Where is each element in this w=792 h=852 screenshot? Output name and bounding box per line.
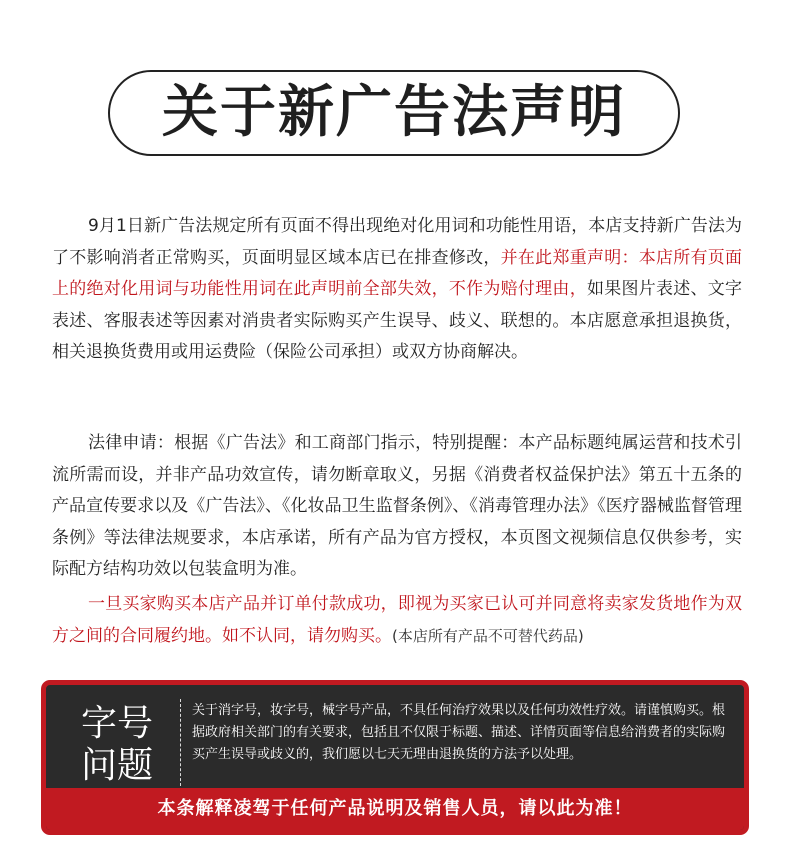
contract-highlight: 一旦买家购买本店产品并订单付款成功，即视为买家已认可并同意将卖家发货地作为双方之间的合同履约地。如不认同，请勿购买。	[52, 594, 742, 646]
notice-footer-banner: 本条解释凌驾于任何产品说明及销售人员，请以此为准！	[46, 788, 744, 830]
notice-body: 关于消字号，妆字号，械字号产品，不具任何治疗效果以及任何功效性疗效。请谨慎购买。根据政府相关部门的有关要求，包括且不仅限于标题、描述、详情页面等信息给消费者的实际购买产生误导或歧义的，我们愿以七天无理由退换货的方法予以处理。	[192, 703, 726, 762]
statement-paragraph	[52, 211, 742, 369]
contract-paragraph	[52, 589, 742, 652]
statement-text: 9月1日新广告法规定所有页面不得出现绝对化用词和功能性用语，本店支持新广告法为了不影响消者正常购买，页面明显区域本店已在排查修改，	[52, 216, 742, 268]
statement-highlight: 并在此郑重声明：本店所有页面上的绝对化用词与功能性用词在此声明前全部失效，不作为赔付理由，	[52, 247, 743, 299]
legal-paragraph: 法律申请：根据《广告法》和工商部门指示，特别提醒：本产品标题纯属运营和技术引流所需而设，并非产品功效宣传，请勿断章取义，另据《消费者权益保护法》第五十五条的产品宣传要求以及《广告法》、《化妆品卫生监督条例》、《消毒管理办法》《医疗器械监督管理条例》等法律法规要求，本店承诺，所有产品为官方授权，本页图文视频信息仅供参考，实际配方结构功效以包装盒明为准。	[52, 433, 742, 579]
notice-label-line-1: 字号	[80, 703, 153, 744]
dashed-divider	[180, 699, 181, 791]
drug-disclaimer: (本店所有产品不可替代药品)	[392, 626, 584, 645]
notice-label	[74, 703, 160, 787]
notice-label-line-2: 问题	[80, 745, 153, 786]
title-frame	[108, 70, 680, 156]
statement-tail: 如果图片表述、文字表述、客服表述等因素对消贵者实际购买产生误导、歧义、联想的。本店愿意承担退换货，相关退换货费用或用运费险（保险公司承担）或双方协商解决。	[52, 279, 743, 362]
page-title: 关于新广告法声明	[162, 80, 626, 145]
license-notice-panel	[41, 680, 749, 835]
